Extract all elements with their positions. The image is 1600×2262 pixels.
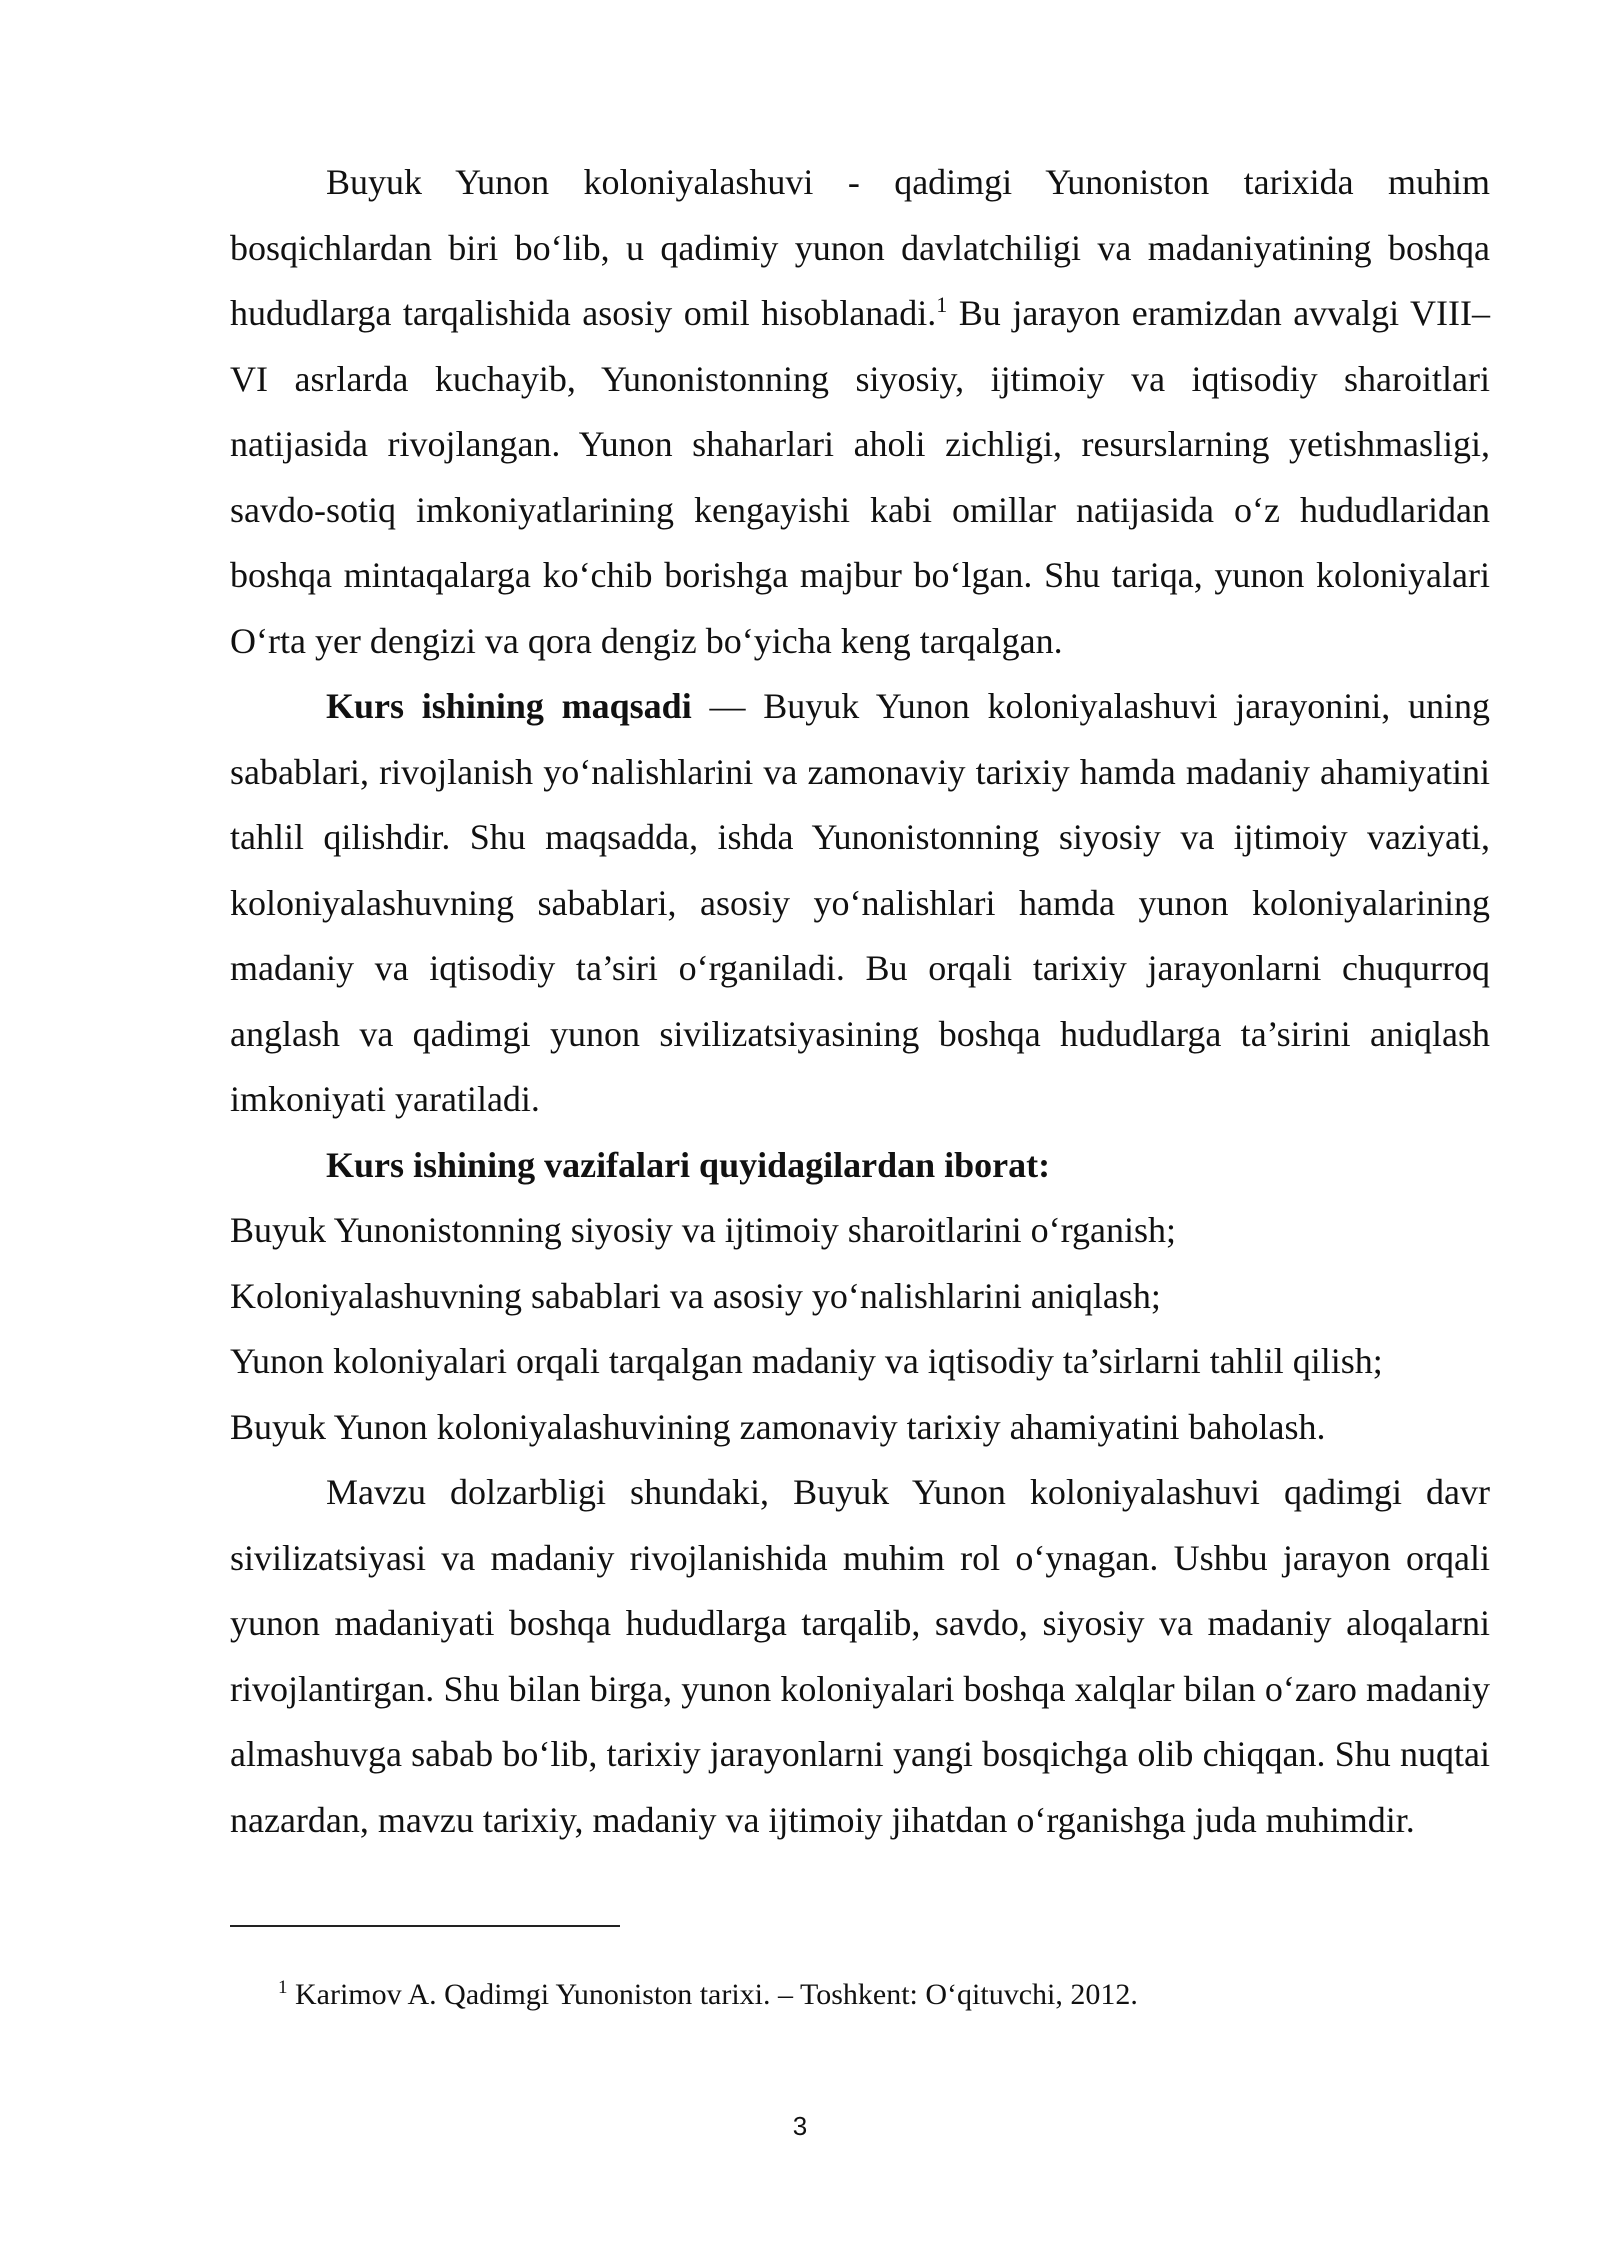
tasks-list bbox=[230, 1198, 1490, 1460]
footnote-reference[interactable]: 1 bbox=[936, 292, 948, 317]
tasks-heading: Kurs ishining vazifalari quyidagilardan iborat: bbox=[326, 1144, 1051, 1185]
footnote-marker: 1 bbox=[278, 1977, 288, 1998]
task-item: Koloniyalashuvning sabablari va asosiy yo‘nalishlarini aniqlash; bbox=[230, 1275, 1161, 1316]
page-number: 3 bbox=[792, 2111, 808, 2141]
footnote bbox=[278, 1975, 1138, 2015]
task-item: Buyuk Yunonistonning siyosiy va ijtimoiy sharoitlarini o‘rganish; bbox=[230, 1210, 1176, 1250]
intro-paragraph bbox=[230, 150, 1490, 674]
relevance-paragraph: Mavzu dolzarbligi shundaki, Buyuk Yunon koloniyalashuvi qadimgi davr sivilizatsiyasi va madaniy rivojlanishida muhim rol o‘ynagan. Ushbu jarayon orqali yunon madaniyati boshqa hududlarga tarqalib, savdo, siyosiy va madaniy aloqalarni rivojlantirgan. Shu bilan birga, yunon koloniyalari boshqa xalqlar bilan o‘zaro madaniy almashuvga sabab bo‘lib, tarixiy jarayonlarni yangi bosqichga olib chiqqan. Shu nuqtai nazardan, mavzu tarixiy, madaniy va ijtimoiy jihatdan o‘rganishga juda muhimdir. bbox=[230, 1472, 1490, 1840]
goal-text: — Buyuk Yunon koloniyalashuvi jarayonini, uning sabablari, rivojlanish yo‘nalishlarini va zamonaviy tarixiy hamda madaniy ahamiyatini tahlil qilishdir. Shu maqsadda, ishda Yunonistonning siyosiy va ijtimoiy vaziyati, koloniyalashuvning sabablari, asosiy yo‘nalishlari hamda yunon koloniyalarining madaniy va iqtisodiy ta’siri o‘rganiladi. Bu orqali tarixiy jarayonlarni chuqurroq anglash va qadimgi yunon sivilizatsiyasining boshqa hududlarga ta’sirini aniqlash imkoniyati yaratiladi. bbox=[230, 686, 1490, 1119]
document-body bbox=[230, 150, 1490, 1853]
goal-heading: Kurs ishining maqsadi bbox=[326, 686, 692, 726]
footnote-text: Karimov A. Qadimgi Yunoniston tarixi. – Toshkent: O‘qituvchi, 2012. bbox=[287, 1978, 1138, 2011]
goal-paragraph bbox=[230, 674, 1490, 1133]
intro-text-continued: Bu jarayon eramizdan avvalgi VIII–VI asrlarda kuchayib, Yunonistonning siyosiy, ijtimoiy va iqtisodiy sharoitlari natijasida rivojlangan. Yunon shaharlari aholi zichligi, resurslarning yetishmasligi, savdo-sotiq imkoniyatlarining kengayishi kabi omillar natijasida o‘z hududlaridan boshqa mintaqalarga ko‘chib borishga majbur bo‘lgan. Shu tariqa, yunon koloniyalari O‘rta yer dengizi va qora dengiz bo‘yicha keng tarqalgan. bbox=[230, 293, 1490, 661]
task-item: Yunon koloniyalari orqali tarqalgan madaniy va iqtisodiy ta’sirlarni tahlil qilish; bbox=[230, 1341, 1383, 1381]
intro-text: Buyuk Yunon koloniyalashuvi - qadimgi Yunoniston tarixida muhim bosqichlardan biri bo‘lib, u qadimiy yunon davlatchiligi va madaniyatining boshqa hududlarga tarqalishida asosiy omil hisoblanadi. bbox=[230, 162, 1490, 333]
footnote-separator bbox=[230, 1925, 620, 1927]
task-item: Buyuk Yunon koloniyalashuvining zamonaviy tarixiy ahamiyatini baholash. bbox=[230, 1406, 1326, 1447]
